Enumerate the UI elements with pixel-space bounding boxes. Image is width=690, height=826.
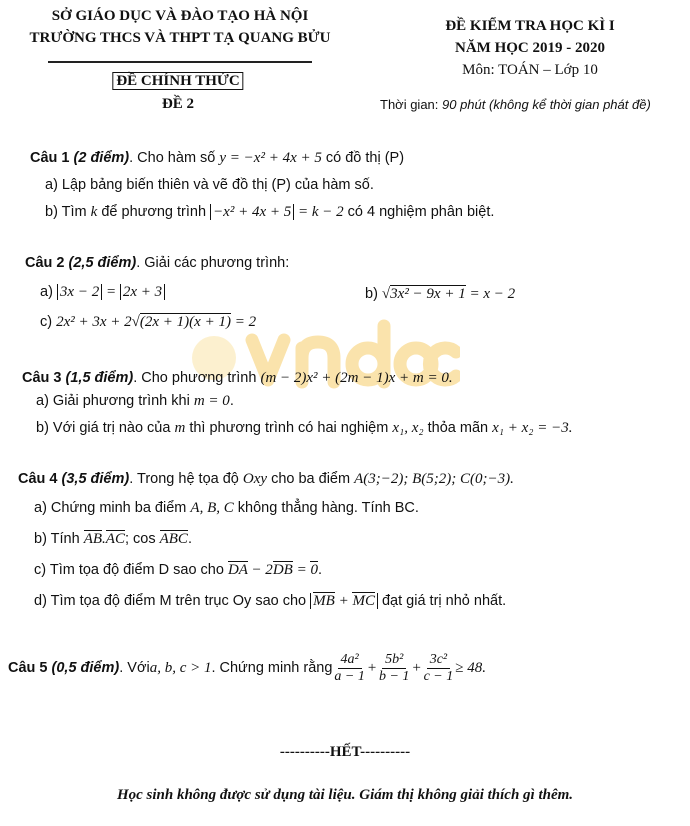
formula: m = 0: [193, 393, 230, 409]
q-label: c): [40, 314, 57, 330]
formula: (2x + 1)(x + 1): [139, 314, 231, 330]
numerator: 5b²: [382, 652, 406, 669]
q-label: a): [40, 284, 57, 300]
q-text: không thẳng hàng. Tính BC.: [233, 500, 419, 516]
question-4: [18, 471, 514, 488]
question-2: [25, 255, 289, 271]
formula: =: [102, 284, 120, 300]
q-text: b) Với giá trị nào của: [36, 420, 175, 436]
sqrt-sign: √: [131, 314, 140, 330]
formula: = 2: [230, 314, 257, 330]
q-text: .: [229, 393, 234, 409]
formula: +: [334, 593, 353, 609]
q-points: (1,5 điểm): [65, 370, 134, 386]
question-3a: [36, 393, 234, 410]
formula: 2x² + 3x + 2: [56, 314, 132, 330]
question-4d: [34, 593, 506, 610]
formula: 3x − 2: [57, 284, 102, 300]
end-mark: ----------HẾT----------: [279, 744, 411, 760]
denominator: a − 1: [334, 668, 365, 684]
formula: 3x² − 9x + 1: [390, 286, 466, 302]
subject: Môn: TOÁN – Lớp 10: [462, 62, 598, 78]
formula: −x² + 4x + 5: [210, 204, 294, 220]
angle: ABC: [159, 531, 188, 547]
q-text: . Trong hệ tọa độ: [129, 471, 243, 487]
formula: a, b, c > 1: [149, 659, 212, 676]
question-2b: [365, 286, 515, 303]
footer-note: Học sinh không được sử dụng tài liệu. Giám thị không giải thích gì thêm.: [116, 787, 574, 803]
q-text: đạt giá trị nhỏ nhất.: [377, 593, 507, 609]
formula: k: [90, 204, 98, 220]
question-4c: [34, 562, 322, 579]
q-label: b): [365, 286, 382, 302]
q-text: cho ba điểm: [267, 471, 355, 487]
fraction: [424, 652, 454, 685]
question-2a: [40, 284, 165, 301]
q-points: (3,5 điểm): [61, 471, 130, 487]
q-title: Câu 1: [30, 150, 70, 166]
question-4a: [34, 500, 419, 517]
q-text: . Chứng minh rằng: [211, 660, 333, 676]
exam-code: ĐỀ 2: [161, 96, 195, 112]
q-points: (2 điểm): [73, 150, 130, 166]
q-text: . Cho phương trình: [133, 370, 261, 386]
numerator: 4a²: [338, 652, 362, 669]
q-text: a) Chứng minh ba điểm: [34, 500, 191, 516]
formula: A, B, C: [190, 500, 234, 516]
school-year: NĂM HỌC 2019 - 2020: [455, 40, 605, 56]
official-label: ĐỀ CHÍNH THỨC: [112, 72, 243, 90]
formula: (m − 2)x² + (2m − 1)x + m = 0.: [260, 370, 453, 386]
formula: 2x + 3: [120, 284, 165, 300]
time-value: 90 phút (không kể thời gian phát đề): [442, 97, 651, 112]
question-1: [30, 150, 404, 167]
q-text: có đồ thị (P): [321, 150, 405, 166]
question-3: [22, 370, 453, 387]
q-title: Câu 5: [8, 660, 48, 676]
sqrt-sign: √: [381, 286, 391, 302]
denominator: b − 1: [378, 668, 410, 684]
numerator: 3c²: [427, 652, 450, 669]
formula: ≥ 48.: [455, 659, 486, 676]
formula: m: [174, 420, 186, 436]
q-title: Câu 2: [25, 255, 65, 271]
formula: +: [366, 659, 377, 676]
time-label: Thời gian:: [380, 97, 442, 112]
denominator: c − 1: [423, 668, 454, 684]
q-text: a) Giải phương trình khi: [36, 393, 194, 409]
abs-value: [310, 593, 378, 609]
vector: AB: [83, 531, 103, 547]
question-1a: a) Lập bảng biến thiên và vẽ đồ thị (P) của hàm số.: [45, 177, 374, 193]
q-title: Câu 4: [18, 471, 58, 487]
exam-time: [380, 97, 651, 112]
question-4b: [34, 531, 192, 548]
formula: .: [102, 531, 106, 547]
q-points: (0,5 điểm): [51, 660, 120, 676]
question-1b: [45, 204, 494, 221]
q-text: . Giải các phương trình:: [136, 255, 290, 271]
formula: y = −x² + 4x + 5: [219, 150, 322, 166]
q-points: (2,5 điểm): [68, 255, 137, 271]
formula: =: [292, 562, 311, 578]
vector: 0: [310, 562, 318, 578]
q-text: thỏa mãn: [423, 420, 493, 436]
vector: DA: [227, 562, 248, 578]
q-text: d) Tìm tọa độ điểm M trên trục Oy sao cho: [34, 593, 311, 609]
q-text: ; cos: [124, 531, 160, 547]
formula: Oxy: [242, 471, 268, 487]
formula: A(3;−2); B(5;2); C(0;−3).: [354, 471, 514, 487]
q-text: . Với: [119, 660, 150, 676]
department-name: SỞ GIÁO DỤC VÀ ĐÀO TẠO HÀ NỘI: [51, 8, 309, 24]
q-title: Câu 3: [22, 370, 62, 386]
q-text: b) Tìm: [45, 204, 91, 220]
formula: = x − 2: [465, 286, 516, 302]
fraction: [334, 652, 364, 685]
formula: x₁, x₂: [392, 420, 424, 436]
formula: = k − 2: [294, 204, 344, 220]
question-3b: [36, 420, 572, 437]
q-text: .: [187, 531, 192, 547]
q-text: . Cho hàm số: [129, 150, 220, 166]
vector: AC: [105, 531, 125, 547]
q-text: thì phương trình có hai nghiệm: [185, 420, 393, 436]
q-text: có 4 nghiệm phân biệt.: [343, 204, 495, 220]
vector: MB: [313, 593, 335, 609]
vector: DB: [272, 562, 293, 578]
question-2c: [40, 314, 256, 331]
question-5: [8, 648, 486, 688]
q-text: .: [317, 562, 322, 578]
header-divider: [48, 61, 312, 63]
vector: MC: [352, 593, 375, 609]
formula: − 2: [247, 562, 273, 578]
q-text: b) Tính: [34, 531, 84, 547]
q-text: để phương trình: [97, 204, 211, 220]
school-name: TRƯỜNG THCS VÀ THPT TẠ QUANG BỬU: [29, 30, 331, 46]
exam-title: ĐỀ KIỂM TRA HỌC KÌ I: [445, 18, 615, 34]
fraction: [379, 652, 409, 685]
q-text: c) Tìm tọa độ điểm D sao cho: [34, 562, 228, 578]
formula: +: [411, 659, 422, 676]
formula: x₁ + x₂ = −3.: [492, 420, 573, 436]
